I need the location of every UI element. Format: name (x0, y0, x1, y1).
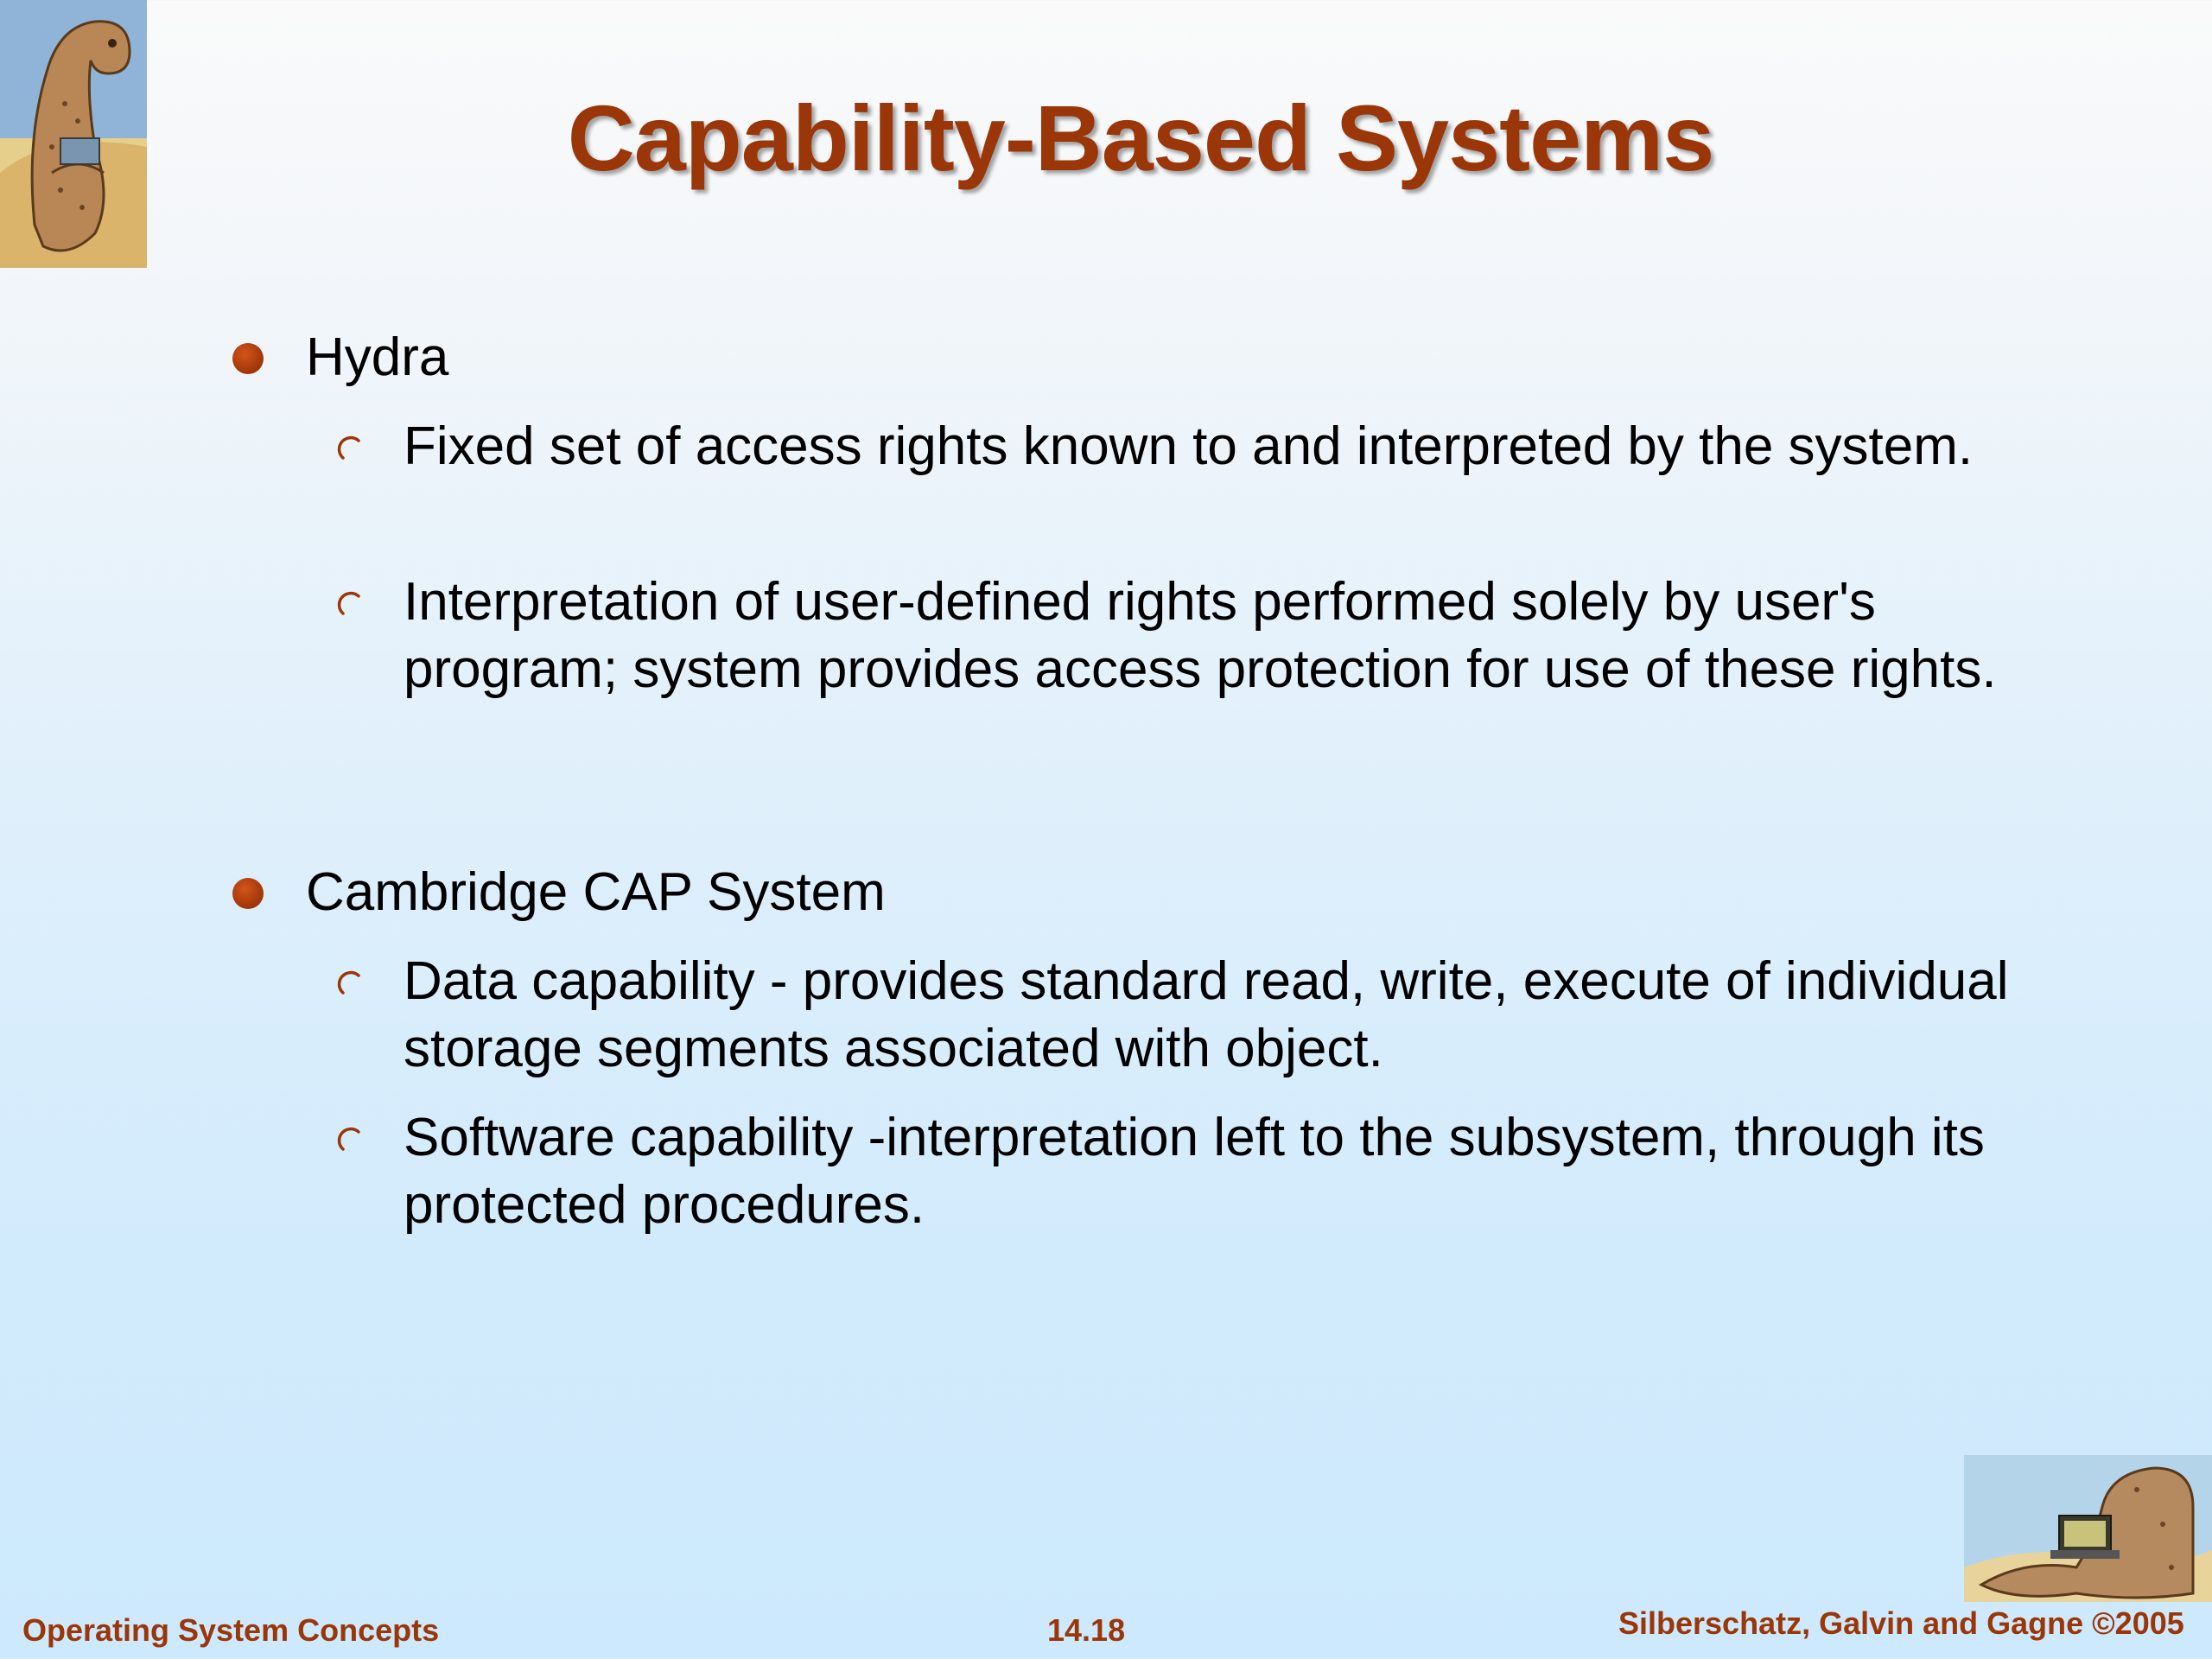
sub-bullet-text: Data capability - provides standard read, write, execute of individual storage segments associated with object. (404, 951, 2009, 1078)
dinosaur-laptop-icon (1964, 1455, 2212, 1602)
open-ring-bullet-icon (336, 1127, 362, 1153)
footer-copyright: Silberschatz, Galvin and Gagne ©2005 (1618, 1605, 2184, 1641)
slide-title: Capability-Based Systems (567, 86, 1714, 190)
sub-bullet-text: Interpretation of user-defined rights performed solely by user's program; system provides access protection for use of these rights. (404, 572, 1997, 699)
sub-bullet-text: Fixed set of access rights known to and interpreted by the system. (404, 416, 1974, 476)
open-ring-bullet-icon (336, 591, 362, 617)
footer-page-number: 14.18 (1047, 1612, 1126, 1648)
bullet-dot-icon (232, 343, 264, 374)
footer-book-title: Operating System Concepts (22, 1612, 440, 1648)
bullet-label: Hydra (306, 327, 449, 387)
bullet-label: Cambridge CAP System (306, 862, 886, 922)
sub-bullet-text: Software capability -interpretation left to the subsystem, through its protected procedures. (404, 1108, 1985, 1235)
open-ring-bullet-icon (336, 970, 362, 996)
bullet-dot-icon (232, 878, 264, 909)
open-ring-bullet-icon (336, 435, 362, 461)
